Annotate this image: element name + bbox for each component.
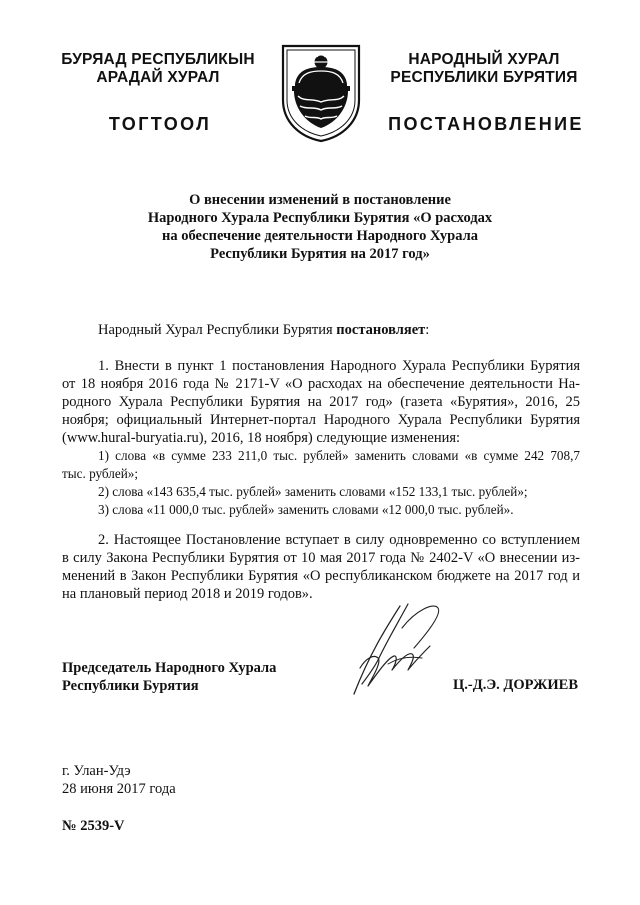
intro-colon: : (425, 322, 430, 338)
paragraph-1 (62, 357, 580, 519)
header-left-line2: АРАДАЙ ХУРАЛ (96, 69, 220, 86)
paragraph-line: менений в Закон Республики Бурятия «О республиканском бюджете на 2017 год и (62, 568, 580, 584)
amendment-item-1-continued: тыс. рублей»; (62, 466, 139, 481)
signatory-position-line2: Республики Бурятия (62, 678, 199, 694)
header-right-line2: РЕСПУБЛИКИ БУРЯТИЯ (390, 69, 578, 86)
place-and-date (62, 762, 176, 798)
intro-text: Народный Хурал Республики Бурятия (98, 322, 337, 338)
paragraph-line: родного Хурала Республики Бурятия на 2017 год» (газета «Бурятия», 2016, 25 (62, 394, 580, 410)
header-right-doc-type: ПОСТАНОВЛЕНИЕ (388, 114, 584, 134)
title-line: О внесении изменений в постановление (189, 192, 451, 208)
amendment-item-1: 1) слова «в сумме 233 211,0 тыс. рублей» заменить словами «в сумме 242 708,7 (98, 448, 580, 463)
signatory-position-line1: Председатель Народного Хурала (62, 660, 277, 676)
city: г. Улан-Удэ (62, 763, 131, 779)
intro-paragraph (62, 321, 580, 339)
signatory-position (62, 659, 276, 695)
paragraph-line: 2. Настоящее Постановление вступает в силу одновременно со вступлением (98, 532, 580, 548)
document-number: № 2539-V (62, 818, 125, 834)
header-right-title (378, 51, 590, 87)
title-line: на обеспечение деятельности Народного Хурала (162, 228, 478, 244)
paragraph-line: в силу Закона Республики Бурятия от 10 мая 2017 года № 2402-V «О внесении из- (62, 550, 580, 566)
document-title (90, 191, 550, 263)
amendment-item-2: 2) слова «143 635,4 тыс. рублей» заменить словами «152 133,1 тыс. рублей»; (98, 484, 528, 499)
paragraph-line: от 18 ноября 2016 года № 2171-V «О расходах на обеспечение деятельности На- (62, 376, 580, 392)
amendment-item-3: 3) слова «11 000,0 тыс. рублей» заменить словами «12 000,0 тыс. рублей». (98, 502, 514, 517)
coat-of-arms-icon (280, 40, 362, 143)
header-right-line1: НАРОДНЫЙ ХУРАЛ (408, 51, 560, 68)
paragraph-2 (62, 531, 580, 603)
date: 28 июня 2017 года (62, 781, 176, 797)
paragraph-line: на плановый период 2018 и 2019 годов». (62, 586, 313, 602)
intro-verb: постановляет (336, 322, 426, 338)
signatory-name: Ц.-Д.Э. ДОРЖИЕВ (453, 677, 578, 693)
header-left-line1: БУРЯАД РЕСПУБЛИКЫН (61, 51, 255, 68)
paragraph-line: ноября; официальный Интернет-портал Народного Хурала Республики Бурятия (62, 412, 580, 428)
title-line: Народного Хурала Республики Бурятия «О расходах (147, 210, 493, 226)
title-line: Республики Бурятия на 2017 год» (210, 246, 430, 262)
paragraph-line: (www.hural-buryatia.ru), 2016, 18 ноября) следующие изменения: (62, 430, 461, 446)
header-left-doc-type: ТОГТООЛ (108, 114, 212, 134)
paragraph-line: 1. Внести в пункт 1 постановления Народного Хурала Республики Бурятия (98, 358, 580, 374)
header-left-title (52, 51, 264, 87)
